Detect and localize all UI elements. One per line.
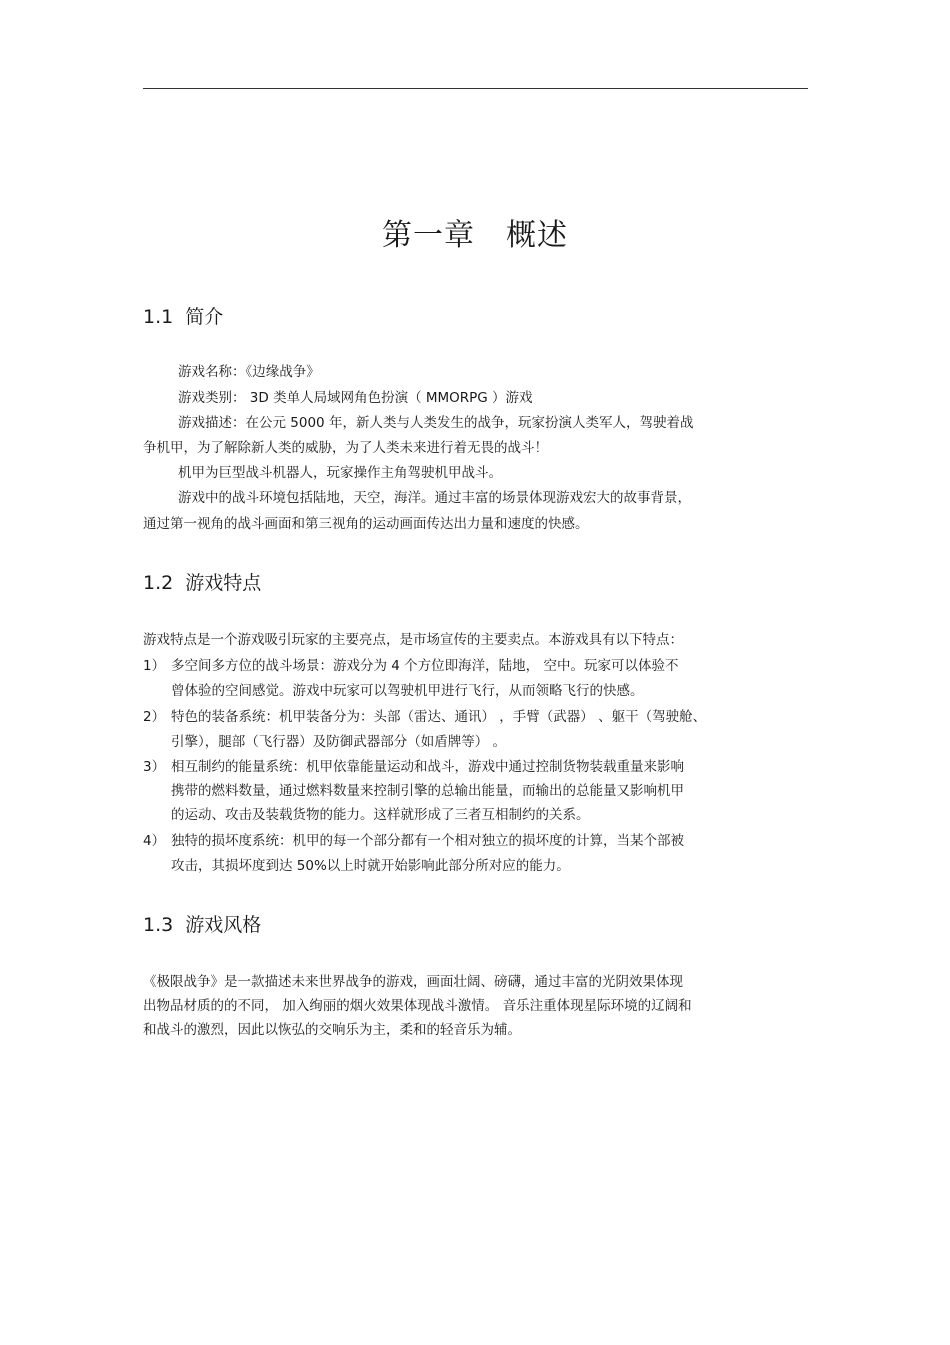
feature-1-line: 多空间多方位的战斗场景：游戏分为 4 个方位即海洋，陆地， 空中。玩家可以体验不 [171,658,679,674]
feature-3-line: 相互制约的能量系统：机甲依靠能量运动和战斗，游戏中通过控制货物装载重量来影响 [171,759,684,775]
list-number: 2） [143,709,166,725]
intro-game-name: 游戏名称：《边缘战争》 [178,364,320,380]
section-title: 游戏特点 [185,572,262,594]
style-paragraph-line: 出物品材质的的不同， 加入绚丽的烟火效果体现战斗激情。 音乐注重体现星际环境的辽阔和 [143,998,692,1014]
intro-environment-cont: 通过第一视角的战斗画面和第三视角的运动画面传达出力量和速度的快感。 [143,516,589,532]
features-intro: 游戏特点是一个游戏吸引玩家的主要亮点，是市场宣传的主要卖点。本游戏具有以下特点： [143,632,683,648]
intro-game-desc: 游戏描述：在公元 5000 年，新人类与人类发生的战争，玩家扮演人类军人，驾驶着战 [178,415,694,431]
feature-3-line: 携带的燃料数量，通过燃料数量来控制引擎的总输出能量，而输出的总能量又影响机甲 [171,783,684,799]
header-rule [143,88,808,89]
section-heading-1-2 [143,570,261,596]
section-heading-1-3 [143,912,261,938]
section-title: 简介 [185,306,224,328]
feature-1-line: 曾体验的空间感觉。游戏中玩家可以驾驶机甲进行飞行，从而领略飞行的快感。 [171,683,644,699]
feature-2-line: 引擎），腿部（飞行器）及防御武器部分（如盾牌等） 。 [171,734,507,750]
feature-2-line: 特色的装备系统：机甲装备分为：头部（雷达、通讯） ，手臂（武器） 、躯干（驾驶舱、 [171,709,707,725]
feature-4-line: 攻击，其损坏度到达 50%以上时就开始影响此部分所对应的能力。 [171,858,570,874]
list-number: 1） [143,658,166,674]
intro-mecha: 机甲为巨型战斗机器人，玩家操作主角驾驶机甲战斗。 [178,465,502,481]
section-number: 1.2 [143,572,174,594]
style-paragraph-line: 《极限战争》是一款描述未来世界战争的游戏，画面壮阔、磅礴，通过丰富的光阴效果体现 [143,974,683,990]
style-paragraph-line: 和战斗的激烈，因此以恢弘的交响乐为主，柔和的轻音乐为辅。 [143,1022,521,1038]
intro-game-desc-cont: 争机甲，为了解除新人类的威胁，为了人类未来进行着无畏的战斗！ [143,440,548,456]
chapter-title: 第一章 概述 [382,218,568,253]
section-number: 1.1 [143,306,174,328]
list-number: 3） [143,759,166,775]
list-number: 4） [143,833,166,849]
section-title: 游戏风格 [185,914,262,936]
section-heading-1-1 [143,304,223,330]
feature-3-line: 的运动、攻击及装载货物的能力。这样就形成了三者互相制约的关系。 [171,807,590,823]
intro-environment: 游戏中的战斗环境包括陆地，天空，海洋。通过丰富的场景体现游戏宏大的故事背景， [178,490,691,506]
intro-game-type: 游戏类别： 3D 类单人局域网角色扮演（ MMORPG ）游戏 [178,390,533,406]
section-number: 1.3 [143,914,174,936]
feature-4-line: 独特的损坏度系统：机甲的每一个部分都有一个相对独立的损坏度的计算，当某个部被 [171,833,684,849]
